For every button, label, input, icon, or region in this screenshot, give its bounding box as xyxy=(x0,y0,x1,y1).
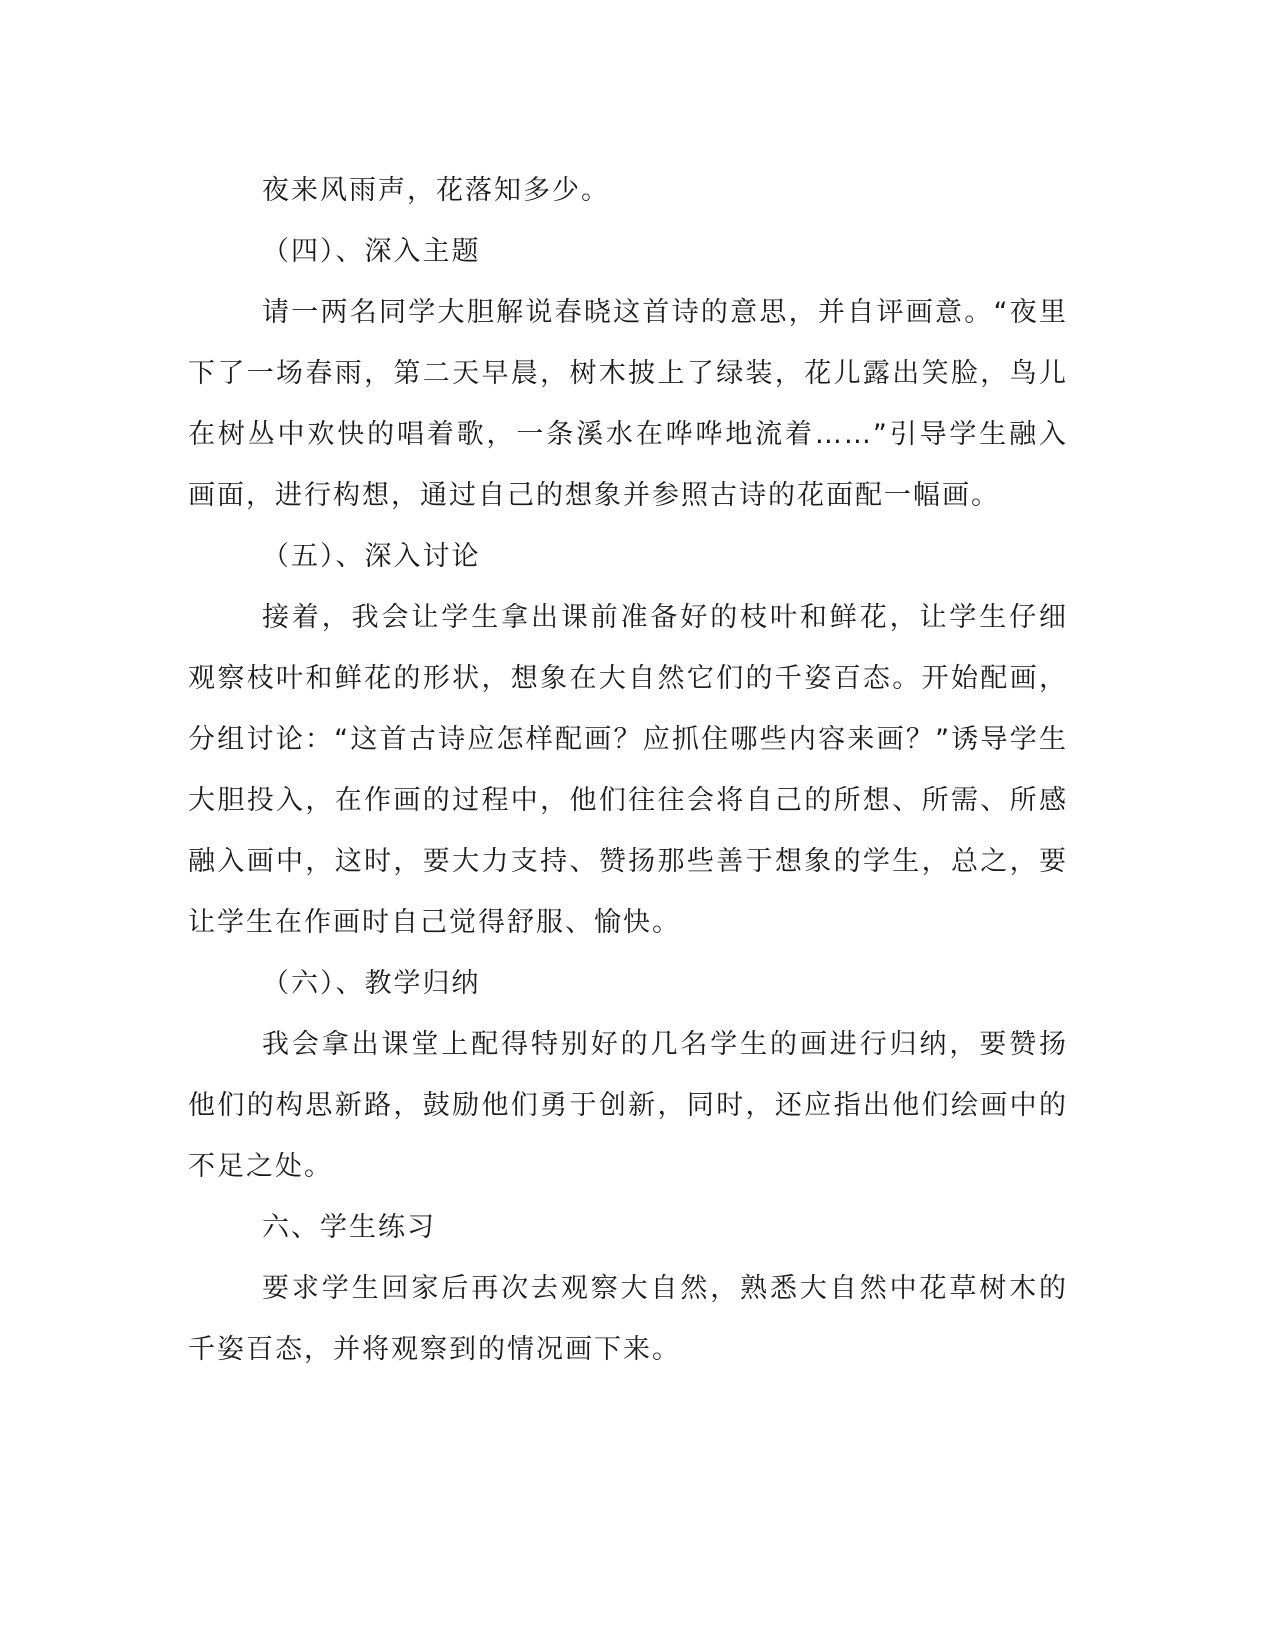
section-6-body: 我会拿出课堂上配得特别好的几名学生的画进行归纳，要赞扬他们的构思新路，鼓励他们勇于创新，同时，还应指出他们绘画中的不足之处。 xyxy=(188,1029,1068,1182)
section-4-title: （四）、深入主题 xyxy=(262,236,481,267)
poem-line: 夜来风雨声，花落知多少。 xyxy=(262,175,610,206)
section-5-title: （五）、深入讨论 xyxy=(262,541,481,572)
practice-title: 六、学生练习 xyxy=(262,1212,436,1243)
document-body xyxy=(188,160,1068,1380)
section-4-body: 请一两名同学大胆解说春晓这首诗的意思，并自评画意。“夜里下了一场春雨，第二天早晨，树木披上了绿装，花儿露出笑脸，鸟儿在树丛中欢快的唱着歌，一条溪水在哗哗地流着……”引导学生融入画面，进行构想，通过自己的想象并参照古诗的花面配一幅画。 xyxy=(188,297,1068,511)
practice-body: 要求学生回家后再次去观察大自然，熟悉大自然中花草树木的千姿百态，并将观察到的情况画下来。 xyxy=(188,1273,1068,1365)
section-5-body: 接着，我会让学生拿出课前准备好的枝叶和鲜花，让学生仔细观察枝叶和鲜花的形状，想象在大自然它们的千姿百态。开始配画，分组讨论：“这首古诗应怎样配画？应抓住哪些内容来画？”诱导学生大胆投入，在作画的过程中，他们往往会将自己的所想、所需、所感融入画中，这时，要大力支持、赞扬那些善于想象的学生，总之，要让学生在作画时自己觉得舒服、愉快。 xyxy=(188,602,1068,938)
section-6-title: （六）、教学归纳 xyxy=(262,968,481,999)
